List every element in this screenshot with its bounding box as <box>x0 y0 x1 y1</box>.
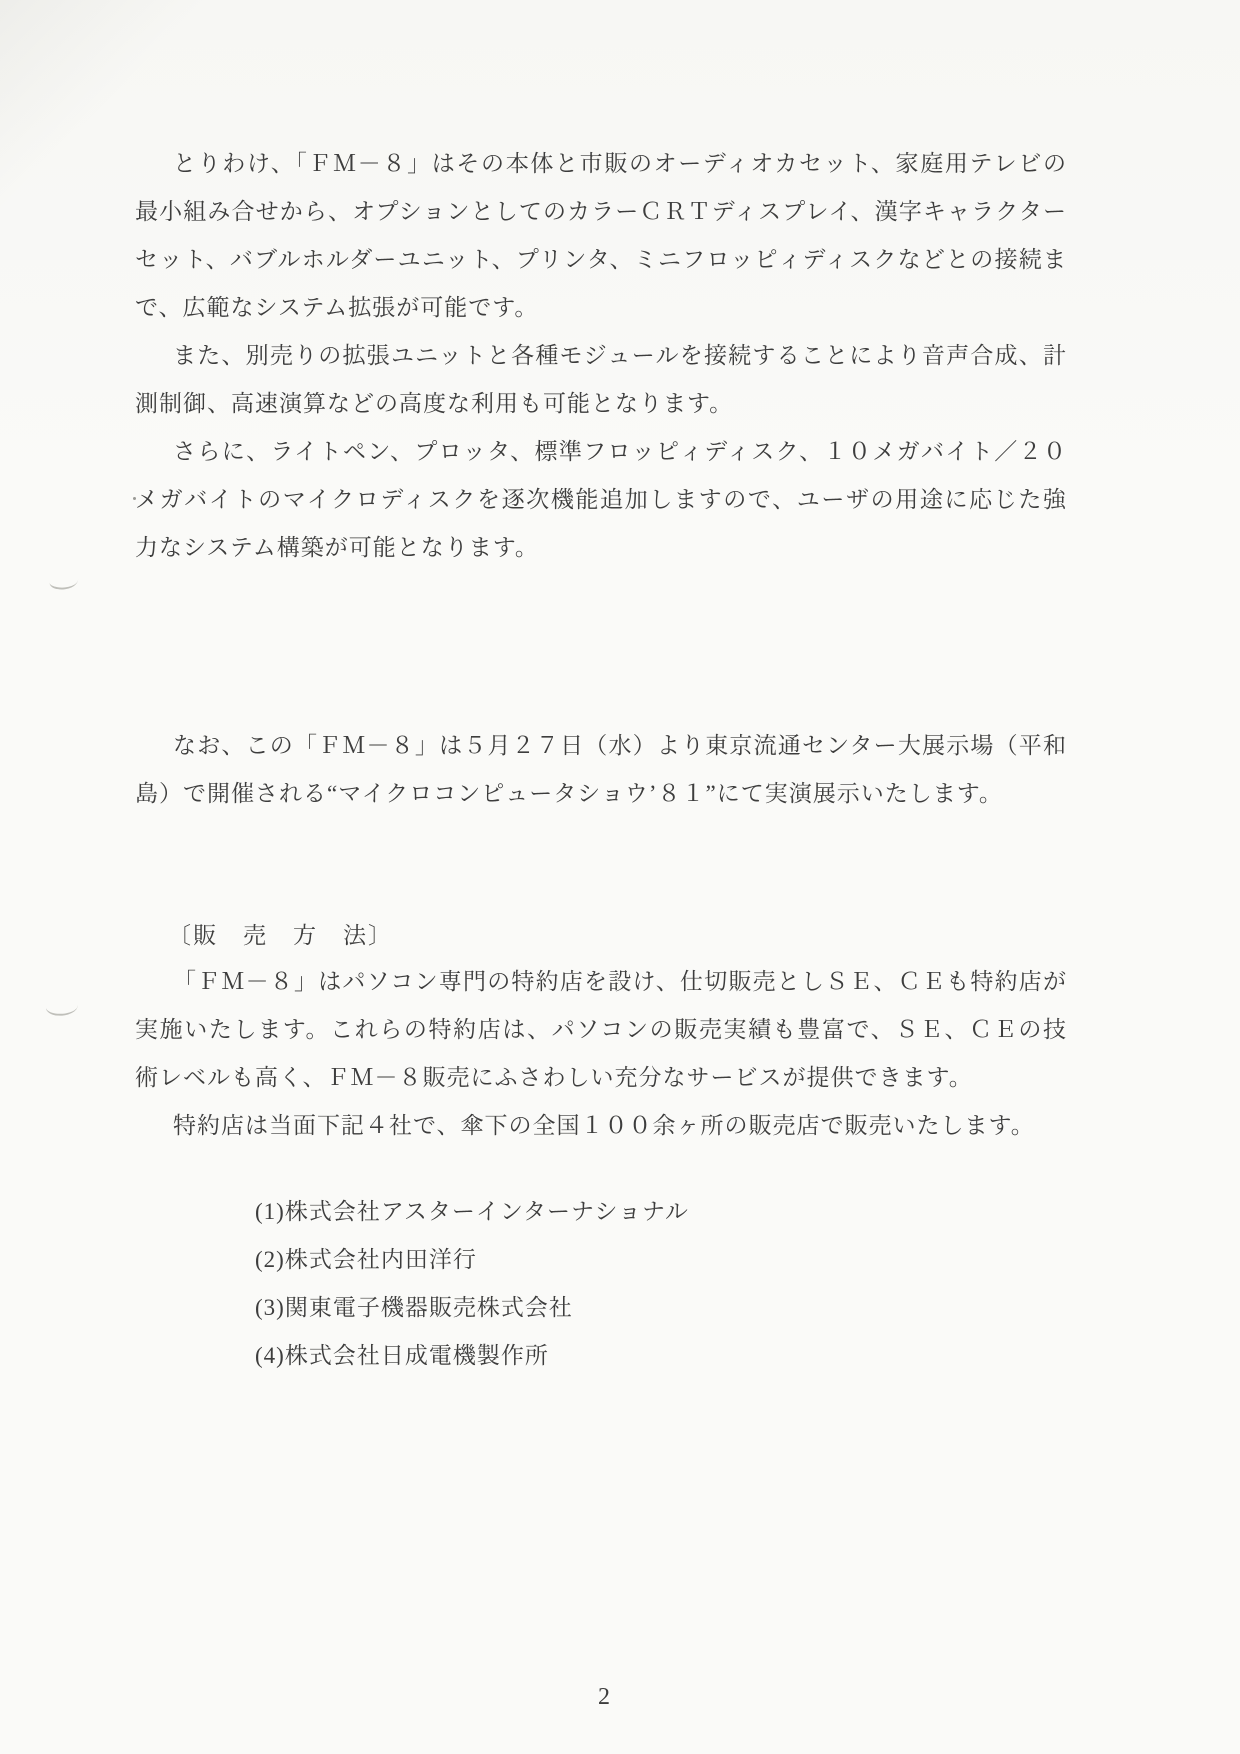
dealer-item-aster: (1)株式会社アスターインターナショナル <box>255 1199 689 1224</box>
paragraph-dealer-count: 特約店は当面下記４社で、傘下の全国１００余ヶ所の販売店で販売いたします。 <box>173 1113 1035 1138</box>
section-header-sales-method: 〔販 売 方 法〕 <box>168 923 393 948</box>
page-number: 2 <box>598 1684 610 1710</box>
paragraph-sales-method: 「ＦＭ－８」はパソコン専門の特約店を設け、仕切販売としＳＥ、ＣＥも特約店が実施いたします。これらの特約店は、パソコンの販売実績も豊富で、ＳＥ、ＣＥの技術レベルも高く、ＦＭ－８販売にふさわしい充分なサービスが提供できます。 <box>135 969 1067 1090</box>
scan-artifact-curve-upper <box>49 570 79 591</box>
dealer-item-uchida: (2)株式会社内田洋行 <box>255 1247 477 1272</box>
scan-noise-band <box>0 0 1240 44</box>
body-text-block <box>135 140 1067 572</box>
exhibition-block <box>135 722 1067 818</box>
sales-method-block <box>135 958 1067 1150</box>
paragraph-exhibition: なお、この「ＦＭ－８」は５月２７日（水）より東京流通センター大展示場（平和島）で開催される“マイクロコンピュータショウ’８１”にて実演展示いたします。 <box>135 733 1067 806</box>
dealer-item-kanto: (3)関東電子機器販売株式会社 <box>255 1295 573 1320</box>
scan-artifact-curve-lower <box>45 995 78 1017</box>
paragraph-expansion-unit: また、別売りの拡張ユニットと各種モジュールを接続することにより音声合成、計測制御、高速演算などの高度な利用も可能となります。 <box>135 343 1067 416</box>
dealer-list <box>255 1188 689 1380</box>
paragraph-future-options: さらに、ライトペン、プロッタ、標準フロッピィディスク、１０メガバイト／２０メガバイトのマイクロディスクを逐次機能追加しますので、ユーザの用途に応じた強力なシステム構築が可能となります。 <box>135 439 1067 560</box>
dealer-item-nissei: (4)株式会社日成電機製作所 <box>255 1343 549 1368</box>
paragraph-system-expansion: とりわけ、「ＦＭ－８」はその本体と市販のオーディオカセット、家庭用テレビの最小組み合せから、オプションとしてのカラーＣＲＴディスプレイ、漢字キャラクターセット、バブルホルダーユニット、プリンタ、ミニフロッピィディスクなどとの接続まで、広範なシステム拡張が可能です。 <box>135 151 1067 320</box>
